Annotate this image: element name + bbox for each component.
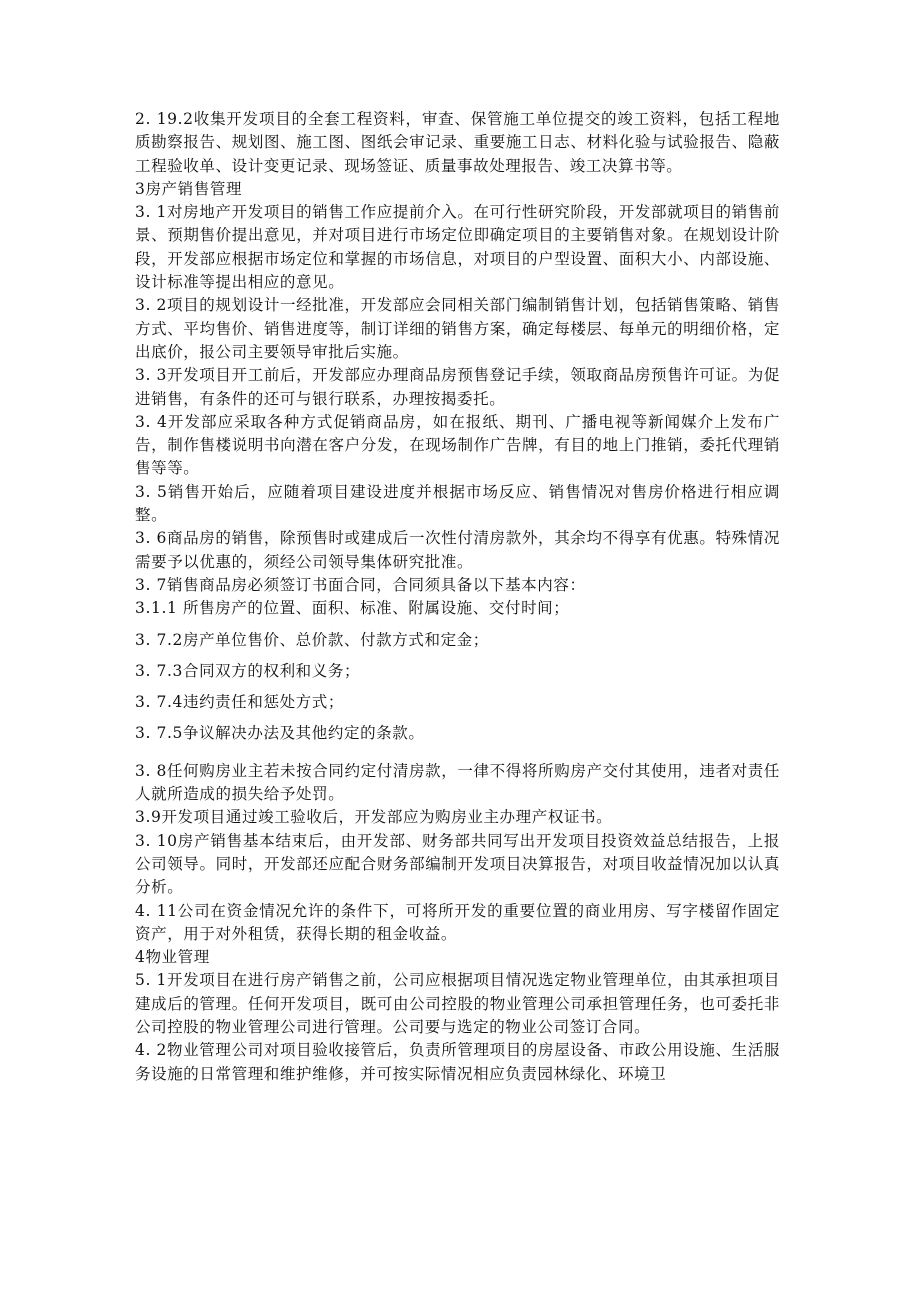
paragraph-4-11: 4. 11公司在资金情况允许的条件下，可将所开发的重要位置的商业用房、写字楼留作固定资产，用于对外租赁，获得长期的租金收益。 [135,901,780,943]
paragraph-3-8: 3. 8任何购房业主若未按合同约定付清房款，一律不得将所购房产交付其使用，违者对责任人就所造成的损失给予处罚。 [135,761,780,804]
paragraph-3-9: 3.9开发项目通过竣工验收后，开发部应为购房业主办理产权证书。 [135,808,613,827]
paragraph-3-7-3: 3. 7.3合同双方的权利和义务； [135,661,361,680]
section-heading-sales: 3房产销售管理 [135,179,243,198]
paragraph-3-1: 3. 1对房地产开发项目的销售工作应提前介入。在可行性研究阶段，开发部就项目的销售前景、预期售价提出意见，并对项目进行市场定位即确定项目的主要销售对象。在规划设计阶段，开发部应根据市场定位和掌握的市场信息，对项目的户型设置、面积大小、内部设施、设计标准等提出相应的意见。 [135,203,780,292]
section-heading-property: 4物业管理 [135,948,210,967]
paragraph-3-1-1: 3.1.1 所售房产的位置、面积、标准、附属设施、交付时间； [135,599,570,618]
paragraph-5-1: 5. 1开发项目在进行房产销售之前，公司应根据项目情况选定物业管理单位，由其承担项目建成后的管理。任何开发项目，既可由公司控股的物业管理公司承担管理任务，也可委托非公司控股的物业管理公司进行管理。公司要与选定的物业公司签订合同。 [135,971,780,1036]
document-page [135,108,780,1086]
paragraph-3-5: 3. 5销售开始后，应随着项目建设进度并根据市场反应、销售情况对售房价格进行相应调整。 [135,482,780,525]
paragraph-3-4: 3. 4开发部应采取各种方式促销商品房，如在报纸、期刊、广播电视等新闻媒介上发布广告，制作售楼说明书向潜在客户分发，在现场制作广告牌，有目的地上门推销，委托代理销售等等。 [135,412,780,478]
paragraph-3-2: 3. 2项目的规划设计一经批准，开发部应会同相关部门编制销售计划，包括销售策略、销售方式、平均售价、销售进度等，制订详细的销售方案，确定每楼层、每单元的明细价格，定出底价，报公司主要领导审批后实施。 [135,296,780,361]
paragraph-3-7: 3. 7销售商品房必须签订书面合同，合同须具备以下基本内容： [135,575,586,594]
paragraph-4-2: 4. 2物业管理公司对项目验收接管后，负责所管理项目的房屋设备、市政公用设施、生活服务设施的日常管理和维护维修，并可按实际情况相应负责园林绿化、环境卫 [135,1041,780,1083]
paragraph-3-7-4: 3. 7.4违约责任和惩处方式； [135,693,344,712]
paragraph-3-7-2: 3. 7.2房产单位售价、总价款、付款方式和定金； [135,630,489,649]
paragraph-3-7-5: 3. 7.5争议解决办法及其他约定的条款。 [135,724,425,743]
paragraph-3-3: 3. 3开发项目开工前后，开发部应办理商品房预售登记手续，领取商品房预售许可证。为促进销售，有条件的还可与银行联系，办理按揭委托。 [135,366,780,408]
paragraph-3-6: 3. 6商品房的销售，除预售时或建成后一次性付清房款外，其余均不得享有优惠。特殊情况需要予以优惠的，须经公司领导集体研究批准。 [135,529,780,571]
paragraph-2-19-2: 2. 19.2收集开发项目的全套工程资料，审查、保管施工单位提交的竣工资料，包括工程地质勘察报告、规划图、施工图、图纸会审记录、重要施工日志、材料化验与试验报告、隐蔽工程验收单、设计变更记录、现场签证、质量事故处理报告、竣工决算书等。 [135,110,780,175]
paragraph-3-10: 3. 10房产销售基本结束后，由开发部、财务部共同写出开发项目投资效益总结报告，上报公司领导。同时，开发部还应配合财务部编制开发项目决算报告，对项目收益情况加以认真分析。 [135,831,780,897]
